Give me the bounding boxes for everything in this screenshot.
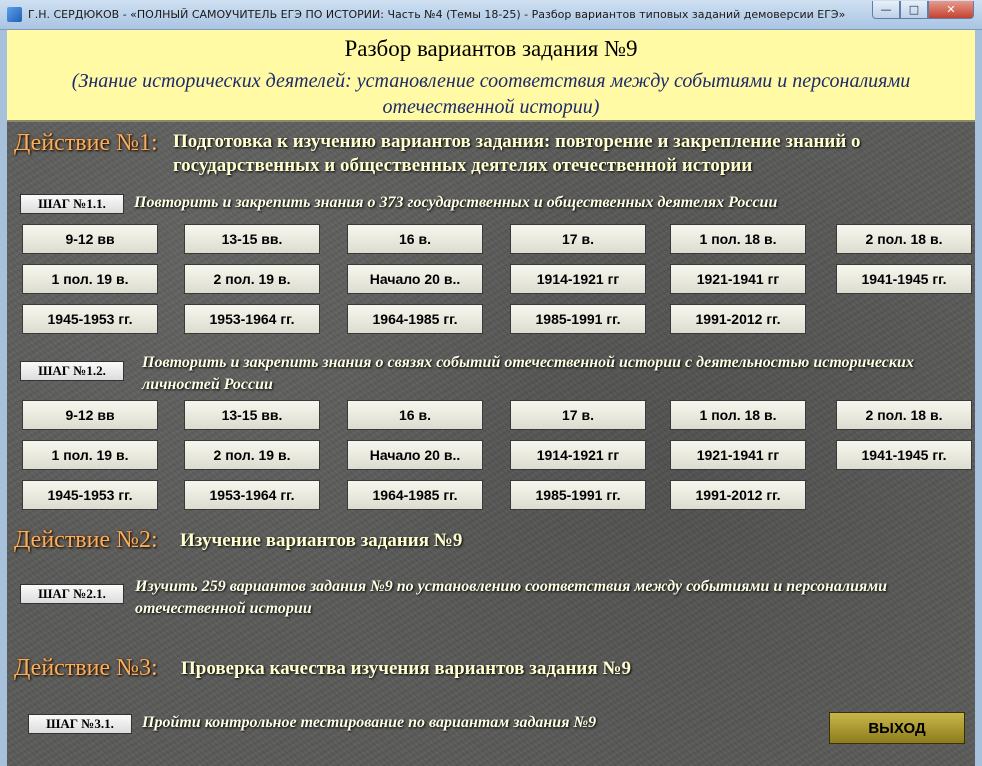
step-1-2-period-button[interactable]: 1914-1921 гг xyxy=(510,440,646,470)
app-icon xyxy=(7,7,22,22)
action3-label: Действие №3: xyxy=(14,655,158,681)
step-1-1-period-button[interactable]: 1991-2012 гг. xyxy=(670,304,806,334)
step-1-2-button[interactable]: ШАГ №1.2. xyxy=(20,361,124,381)
step-1-2-period-button[interactable]: 1985-1991 гг. xyxy=(510,480,646,510)
step-2-1-text: Изучить 259 вариантов задания №9 по установлению соответствия между событиями и персоналиями отечественной истории xyxy=(135,578,888,617)
step-1-1-text: Повторить и закрепить знания о 373 государственных и общественных деятелях России xyxy=(134,194,778,211)
window-controls xyxy=(872,1,974,21)
window-frame-left xyxy=(0,30,7,766)
step-1-2-text: Повторить и закрепить знания о связях событий отечественной истории с деятельностью исторических личностей России xyxy=(142,354,914,393)
step-3-1-button[interactable]: ШАГ №3.1. xyxy=(28,714,132,734)
window-titlebar[interactable] xyxy=(0,0,982,30)
step-1-1-period-button[interactable]: 1921-1941 гг xyxy=(670,264,806,294)
step-1-1-period-button[interactable]: Начало 20 в.. xyxy=(347,264,483,294)
step-1-2-period-button[interactable]: 1953-1964 гг. xyxy=(184,480,320,510)
maximize-button[interactable]: □ xyxy=(900,1,928,19)
step-1-1-period-button[interactable]: 16 в. xyxy=(347,224,483,254)
main-panel xyxy=(7,30,975,766)
step-1-1-period-button[interactable]: 13-15 вв. xyxy=(184,224,320,254)
step-1-2-period-button[interactable]: 13-15 вв. xyxy=(184,400,320,430)
step-1-1-period-button[interactable]: 1 пол. 18 в. xyxy=(670,224,806,254)
page-subtitle: (Знание исторических деятелей: установление соответствия между событиями и персоналиями отечественной истории) xyxy=(71,70,911,118)
step-1-2-period-button[interactable]: 1945-1953 гг. xyxy=(22,480,158,510)
action2-label: Действие №2: xyxy=(14,527,158,553)
step-1-1-period-button[interactable]: 2 пол. 18 в. xyxy=(836,224,972,254)
step-1-2-period-button[interactable]: 9-12 вв xyxy=(22,400,158,430)
step-1-1-period-button[interactable]: 2 пол. 19 в. xyxy=(184,264,320,294)
step-1-2-period-button[interactable]: 1 пол. 18 в. xyxy=(670,400,806,430)
step-3-1-text: Пройти контрольное тестирование по вариантам задания №9 xyxy=(142,714,597,731)
close-button[interactable]: ✕ xyxy=(928,1,974,19)
window-title: Г.Н. СЕРДЮКОВ - «ПОЛНЫЙ САМОУЧИТЕЛЬ ЕГЭ ПО ИСТОРИИ: Часть №4 (Темы 18-25) - Разбор вариантов типовых заданий демоверсии ЕГЭ» xyxy=(28,8,846,21)
step-1-2-period-button[interactable]: 1921-1941 гг xyxy=(670,440,806,470)
step-1-1-period-button[interactable]: 1953-1964 гг. xyxy=(184,304,320,334)
step-1-1-period-button[interactable]: 17 в. xyxy=(510,224,646,254)
step-1-2-period-button[interactable]: Начало 20 в.. xyxy=(347,440,483,470)
step-1-1-period-button[interactable]: 1941-1945 гг. xyxy=(836,264,972,294)
action1-label: Действие №1: xyxy=(14,130,158,156)
step-1-1-button[interactable]: ШАГ №1.1. xyxy=(20,194,124,214)
step-1-2-period-button[interactable]: 1 пол. 19 в. xyxy=(22,440,158,470)
action1-text: Подготовка к изучению вариантов задания: повторение и закрепление знаний о государственных и общественных деятелях отечественной истории xyxy=(173,131,861,176)
action3-text: Проверка качества изучения вариантов задания №9 xyxy=(181,658,631,679)
step-1-1-period-button[interactable]: 9-12 вв xyxy=(22,224,158,254)
step-2-1-button[interactable]: ШАГ №2.1. xyxy=(20,584,124,604)
step-1-2-period-button[interactable]: 1991-2012 гг. xyxy=(670,480,806,510)
step-1-1-period-button[interactable]: 1 пол. 19 в. xyxy=(22,264,158,294)
step-1-2-period-button[interactable]: 1941-1945 гг. xyxy=(836,440,972,470)
exit-button[interactable]: ВЫХОД xyxy=(829,712,965,744)
step-1-1-period-button[interactable]: 1964-1985 гг. xyxy=(347,304,483,334)
step-1-2-period-button[interactable]: 2 пол. 19 в. xyxy=(184,440,320,470)
step-1-2-period-button[interactable]: 2 пол. 18 в. xyxy=(836,400,972,430)
action2-text: Изучение вариантов задания №9 xyxy=(180,530,463,551)
minimize-button[interactable]: — xyxy=(872,1,900,19)
header-banner xyxy=(7,30,975,122)
page-title: Разбор вариантов задания №9 xyxy=(344,36,638,61)
step-1-2-period-button[interactable]: 1964-1985 гг. xyxy=(347,480,483,510)
step-1-2-period-button[interactable]: 17 в. xyxy=(510,400,646,430)
step-1-1-period-button[interactable]: 1914-1921 гг xyxy=(510,264,646,294)
step-1-1-period-button[interactable]: 1985-1991 гг. xyxy=(510,304,646,334)
step-1-2-period-button[interactable]: 16 в. xyxy=(347,400,483,430)
step-1-1-period-button[interactable]: 1945-1953 гг. xyxy=(22,304,158,334)
window-frame-right xyxy=(975,30,982,766)
